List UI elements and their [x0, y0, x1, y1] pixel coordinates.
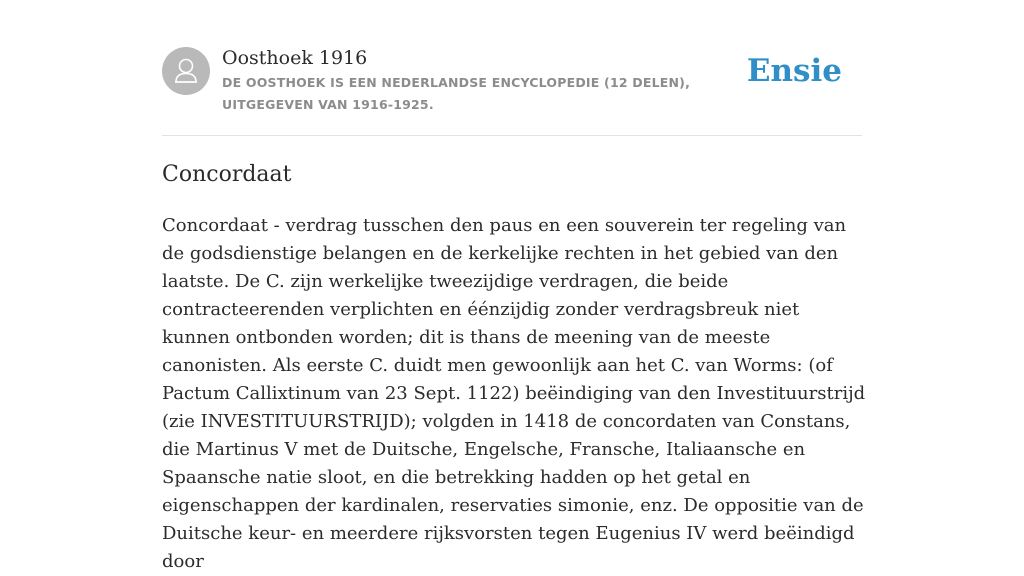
ensie-logo[interactable]: Ensie: [746, 53, 842, 89]
source-description: DE OOSTHOEK IS EEN NEDERLANDSE ENCYCLOPEDIE (12 DELEN), UITGEGEVEN VAN 1916-1925.: [222, 75, 691, 112]
source-header: [162, 46, 862, 136]
article-title: Concordaat: [162, 162, 292, 187]
user-icon[interactable]: [162, 47, 210, 95]
article-body: Concordaat - verdrag tusschen den paus en een souverein ter regeling van de godsdienstige belangen en de kerkelijke rechten in het gebied van den laatste. De C. zijn werkelijke tweezijdige verdragen, die beide contracteerenden verplichten en éénzijdig zonder verdragsbreuk niet kunnen ontbonden worden; dit is thans de meening van de meeste canonisten. Als eerste C. duidt men gewoonlijk aan het C. van Worms: (of Pactum Callixtinum van 23 Sept. 1122) beëindiging van den Investituurstrijd (zie INVESTITUURSTRIJD); volgden in 1418 de concordaten van Constans, die Martinus V met de Duitsche, Engelsche, Fransche, Italiaansche en Spaansche natie sloot, en die betrekking hadden op het getal en eigenschappen der kardinalen, reservaties simonie, enz. De oppositie van de Duitsche keur- en meerdere rijksvorsten tegen Eugenius IV werd beëindigd door: [162, 215, 866, 572]
source-name[interactable]: Oosthoek 1916: [222, 47, 368, 69]
header-divider: [162, 135, 862, 136]
